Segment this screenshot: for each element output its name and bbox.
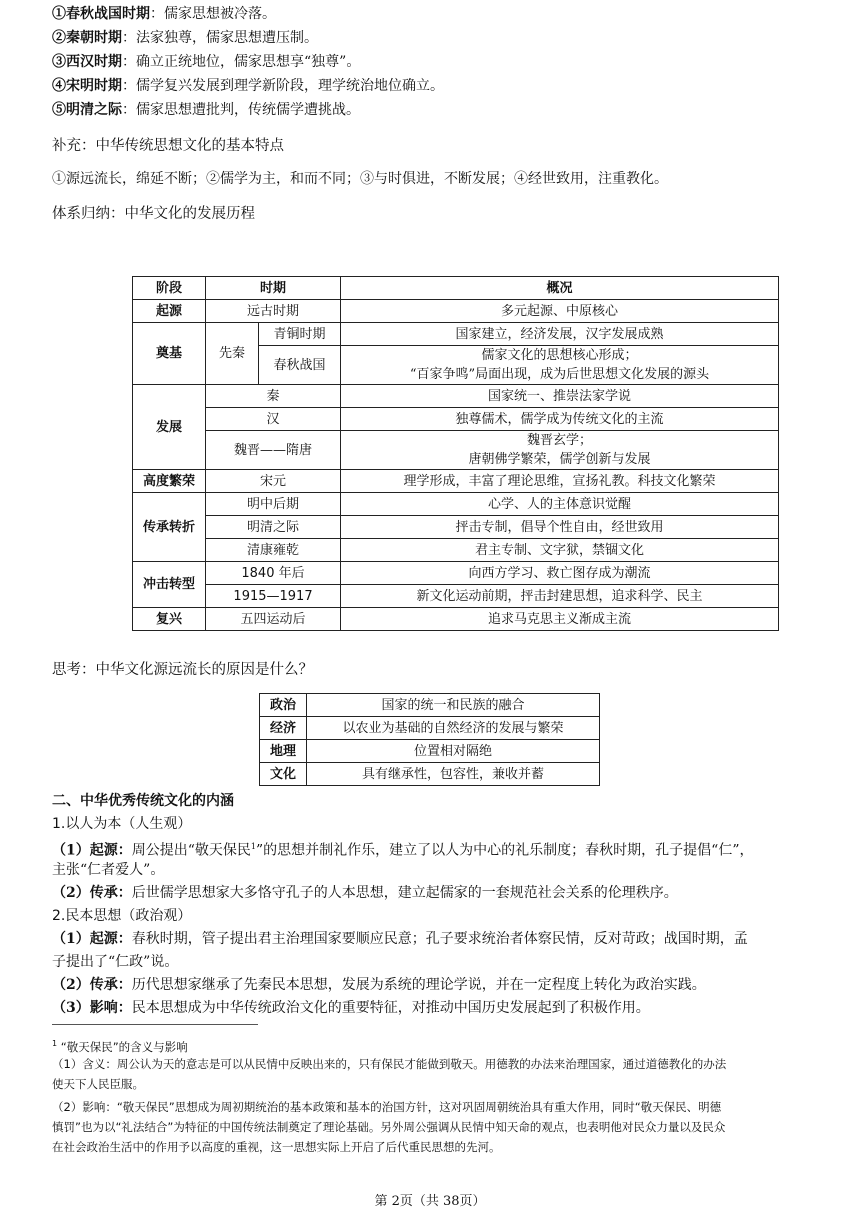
stage-cell: 冲击转型 xyxy=(133,562,206,608)
subperiod-cell: 春秋战国 xyxy=(259,346,341,385)
page-number: 第 2页（共 38页） xyxy=(374,1194,486,1209)
footnote-ref[interactable]: 1 xyxy=(250,842,257,851)
para-label: （3）影响： xyxy=(52,1000,132,1016)
footnote-line: 在社会政治生活中的作用予以高度的重视，这一思想实际上开启了后代重民思想的先河。 xyxy=(52,1140,501,1154)
paragraph-line xyxy=(52,837,754,861)
period-label: ①春秋战国时期 xyxy=(52,6,150,22)
period-label: ⑤明清之际 xyxy=(52,102,122,118)
period-label: ②秦朝时期 xyxy=(52,30,122,46)
period-cell: 明清之际 xyxy=(206,516,341,539)
para-text: 后世儒学思想家大多恪守孔子的人本思想，建立起儒家的一套规范社会关系的伦理秩序。 xyxy=(131,885,678,901)
period-line xyxy=(52,28,318,48)
paragraph-line xyxy=(52,998,650,1018)
period-cell: 明中后期 xyxy=(206,493,341,516)
table-row xyxy=(133,385,779,408)
subsection-title: 1.以人为本（人生观） xyxy=(52,816,192,832)
reasons-table xyxy=(259,693,600,786)
table-row xyxy=(133,300,779,323)
footnote-line: （1）含义：周公认为天的意志是可以从民情中反映出来的，只有保民才能做到敬天。用德教的办法来治理国家，通过道德教化的办法 xyxy=(52,1057,727,1071)
period-text: ：确立正统地位，儒家思想享“独尊”。 xyxy=(122,54,361,70)
footnote-mark: 1 xyxy=(52,1039,58,1048)
stage-cell: 起源 xyxy=(133,300,206,323)
period-text: ：法家独尊，儒家思想遭压制。 xyxy=(122,30,318,46)
summary-cell: 抨击专制，倡导个性自由，经世致用 xyxy=(341,516,779,539)
system-title: 体系归纳：中华文化的发展历程 xyxy=(52,206,255,222)
summary-cell: 独尊儒术，儒学成为传统文化的主流 xyxy=(341,408,779,431)
table-row xyxy=(133,585,779,608)
summary-line: 唐朝佛学繁荣，儒学创新与发展 xyxy=(468,452,651,467)
footnote-line: （2）影响：“敬天保民”思想成为周初期统治的基本政策和基本的治国方针，这对巩固周朝统治具有重大作用，同时“敬天保民、明德 xyxy=(52,1100,722,1114)
footnote-title: “敬天保民”的含义与影响 xyxy=(60,1039,188,1054)
paragraph-line xyxy=(52,929,748,949)
para-label: （2）传承： xyxy=(52,977,132,993)
summary-cell: 向西方学习、救亡图存成为潮流 xyxy=(341,562,779,585)
para-label: （1）起源： xyxy=(52,931,132,947)
table-row xyxy=(133,516,779,539)
table-header-row xyxy=(133,277,779,300)
reason-value: 位置相对隔绝 xyxy=(307,740,600,763)
summary-cell: 国家建立，经济发展，汉字发展成熟 xyxy=(341,323,779,346)
table-row xyxy=(133,562,779,585)
summary-cell: 理学形成，丰富了理论思维，宣扬礼教。科技文化繁荣 xyxy=(341,470,779,493)
reason-key: 地理 xyxy=(260,740,307,763)
supplement-text: ①源远流长，绵延不断；②儒学为主，和而不同；③与时俱进，不断发展；④经世致用，注重教化。 xyxy=(52,171,668,187)
table-row xyxy=(260,763,600,786)
summary-line: 儒家文化的思想核心形成； xyxy=(481,348,638,363)
table-row xyxy=(260,694,600,717)
think-title: 思考：中华文化源远流长的原因是什么？ xyxy=(52,662,313,678)
paragraph-line xyxy=(52,883,678,903)
stage-cell: 发展 xyxy=(133,385,206,470)
summary-cell: 新文化运动前期，抨击封建思想，追求科学、民主 xyxy=(341,585,779,608)
period-line xyxy=(52,100,360,120)
period-cell: 五四运动后 xyxy=(206,608,341,631)
reason-value: 具有继承性，包容性，兼收并蓄 xyxy=(307,763,600,786)
period-cell: 宋元 xyxy=(206,470,341,493)
para-label: （1）起源： xyxy=(52,842,132,859)
stage-cell: 传承转折 xyxy=(133,493,206,562)
header-summary: 概况 xyxy=(341,277,779,300)
para-text: 民本思想成为中华传统政治文化的重要特征，对推动中国历史发展起到了积极作用。 xyxy=(131,1000,650,1016)
para-text: ”的思想并制礼作乐，建立了以人为中心的礼乐制度；春秋时期，孔子提倡“仁”， xyxy=(256,842,754,859)
period-cell: 汉 xyxy=(206,408,341,431)
summary-cell: 追求马克思主义渐成主流 xyxy=(341,608,779,631)
summary-line: 魏晋玄学； xyxy=(527,433,593,448)
summary-line: “百家争鸣”局面出现，成为后世思想文化发展的源头 xyxy=(409,367,710,382)
table-row xyxy=(260,740,600,763)
summary-cell xyxy=(341,431,779,470)
subsection-title: 2.民本思想（政治观） xyxy=(52,908,192,924)
section2-title: 二、中华优秀传统文化的内涵 xyxy=(52,793,234,809)
paragraph-line: 子提出了“仁政”说。 xyxy=(52,954,179,970)
footnote-line: 使天下人民臣服。 xyxy=(52,1077,144,1091)
table-row xyxy=(133,493,779,516)
table-row xyxy=(133,608,779,631)
summary-cell: 心学、人的主体意识觉醒 xyxy=(341,493,779,516)
period-cell: 魏晋——隋唐 xyxy=(206,431,341,470)
para-text: 历代思想家继承了先秦民本思想，发展为系统的理论学说，并在一定程度上转化为政治实践。 xyxy=(131,977,706,993)
period-cell: 1840 年后 xyxy=(206,562,341,585)
reason-key: 政治 xyxy=(260,694,307,717)
reason-value: 国家的统一和民族的融合 xyxy=(307,694,600,717)
summary-cell: 国家统一、推崇法家学说 xyxy=(341,385,779,408)
reason-key: 文化 xyxy=(260,763,307,786)
period-label: ④宋明时期 xyxy=(52,78,122,94)
footnote-title-line xyxy=(52,1034,188,1057)
summary-cell: 多元起源、中原核心 xyxy=(341,300,779,323)
period-text: ：儒家思想遭批判，传统儒学遭挑战。 xyxy=(122,102,360,118)
para-label: （2）传承： xyxy=(52,885,132,901)
header-stage: 阶段 xyxy=(133,277,206,300)
period-line xyxy=(52,4,276,24)
table-row xyxy=(133,539,779,562)
period-cell: 秦 xyxy=(206,385,341,408)
table-row xyxy=(133,470,779,493)
period-line xyxy=(52,76,444,96)
paragraph-line xyxy=(52,975,706,995)
paragraph-line: 主张“仁者爱人”。 xyxy=(52,862,165,878)
reason-value: 以农业为基础的自然经济的发展与繁荣 xyxy=(307,717,600,740)
table-row xyxy=(133,323,779,346)
summary-cell xyxy=(341,346,779,385)
culture-history-table xyxy=(132,276,779,631)
period-label: ③西汉时期 xyxy=(52,54,122,70)
reason-key: 经济 xyxy=(260,717,307,740)
period-cell: 远古时期 xyxy=(206,300,341,323)
period-line xyxy=(52,52,360,72)
period-cell: 1915—1917 xyxy=(206,585,341,608)
stage-cell: 高度繁荣 xyxy=(133,470,206,493)
period-text: ：儒家思想被冷落。 xyxy=(150,6,276,22)
para-text: 春秋时期，管子提出君主治理国家要顺应民意；孔子要求统治者体察民情，反对苛政；战国时期，孟 xyxy=(131,931,748,947)
table-row xyxy=(133,431,779,470)
stage-cell: 奠基 xyxy=(133,323,206,385)
table-row xyxy=(260,717,600,740)
period-cell: 清康雍乾 xyxy=(206,539,341,562)
summary-cell: 君主专制、文字狱，禁锢文化 xyxy=(341,539,779,562)
supplement-title: 补充：中华传统思想文化的基本特点 xyxy=(52,138,284,154)
period-cell: 先秦 xyxy=(206,323,259,385)
table-row xyxy=(133,408,779,431)
period-text: ：儒学复兴发展到理学新阶段，理学统治地位确立。 xyxy=(122,78,444,94)
header-period: 时期 xyxy=(206,277,341,300)
stage-cell: 复兴 xyxy=(133,608,206,631)
subperiod-cell: 青铜时期 xyxy=(259,323,341,346)
para-text: 周公提出“敬天保民 xyxy=(131,842,251,859)
footnote-line: 慎罚”也为以“礼法结合”为特征的中国传统法制奠定了理论基础。另外周公强调从民情中知天命的观点，也表明他对民众力量以及民众 xyxy=(52,1120,726,1134)
footnote-divider xyxy=(52,1024,258,1025)
